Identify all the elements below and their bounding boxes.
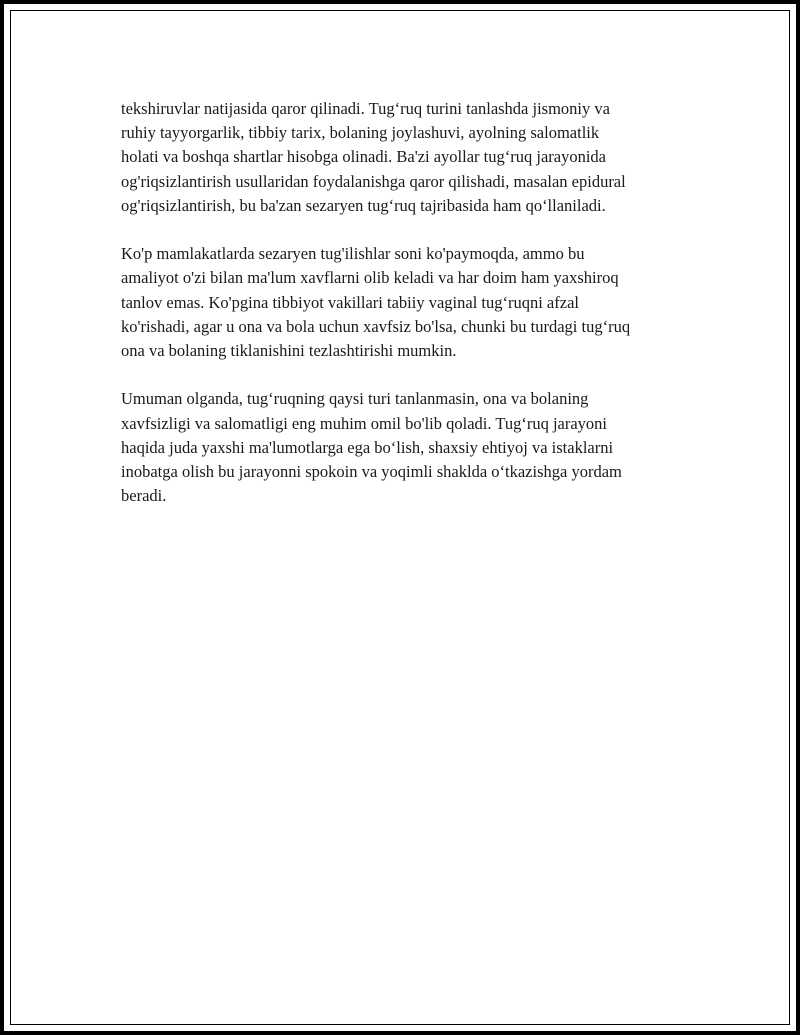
- document-body: [121, 97, 701, 533]
- paragraph-3: Umuman olganda, tug‘ruqning qaysi turi tanlanmasin, ona va bolaning xavfsizligi va salomatligi eng muhim omil bo'lib qoladi. Tug‘ruq jarayoni haqida juda yaxshi ma'lumotlarga ega bo‘lish, shaxsiy ehtiyoj va istaklarni inobatga olish bu jarayonni spokoin va yoqimli shaklda o‘tkazishga yordam beradi.: [121, 389, 622, 506]
- paragraph-2: Ko'p mamlakatlarda sezaryen tug'ilishlar soni ko'paymoqda, ammo bu amaliyot o'zi bilan ma'lum xavflarni olib keladi va har doim ham yaxshiroq tanlov emas. Ko'pgina tibbiyot vakillari tabiiy vaginal tug‘ruqni afzal ko'rishadi, agar u ona va bola uchun xavfsiz bo'lsa, chunki bu turdagi tug‘ruq ona va bolaning tiklanishini tezlashtirishi mumkin.: [121, 244, 631, 361]
- paragraph-1: tekshiruvlar natijasida qaror qilinadi. Tug‘ruq turini tanlashda jismoniy va ruhiy tayyorgarlik, tibbiy tarix, bolaning joylashuvi, ayolning salomatlik holati va boshqa shartlar hisobga olinadi. Ba'zi ayollar tug‘ruq jarayonida og'riqsizlantirish usullaridan foydalanishga qaror qilishadi, masalan epidural og'riqsizlantirish, bu ba'zan sezaryen tug‘ruq tajribasida ham qo‘llaniladi.: [121, 99, 626, 215]
